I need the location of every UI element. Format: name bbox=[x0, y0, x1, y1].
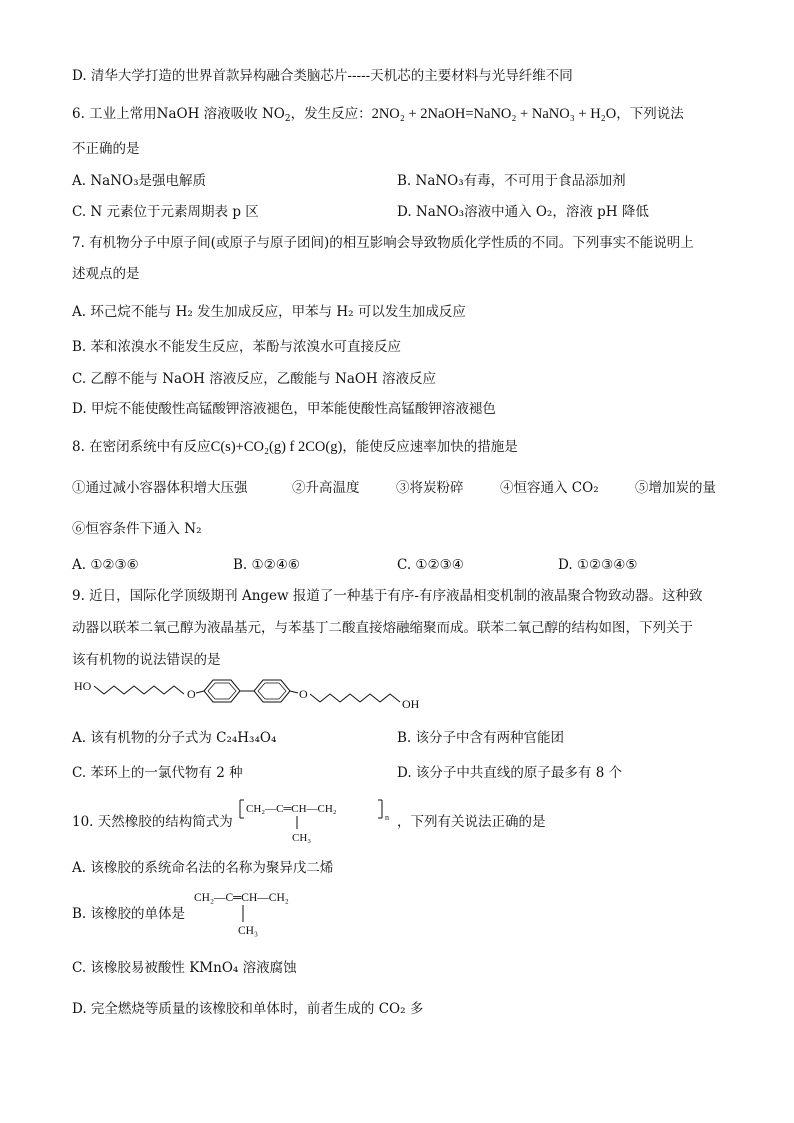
q8-stem bbox=[72, 437, 734, 457]
q8-option-a: A. ①②③⑥ bbox=[72, 557, 139, 573]
q9-option-b: B. 该分子中含有两种官能团 bbox=[397, 730, 565, 746]
q8-option-c: C. ①②③④ bbox=[397, 557, 464, 573]
q7-option-b: B. 苯和浓溴水不能发生反应，苯酚与浓溴水可直接反应 bbox=[72, 339, 402, 355]
q6-option-a: A. NaNO₃是强电解质 bbox=[72, 173, 206, 189]
q8-measure-5: ⑤增加炭的量 bbox=[635, 480, 716, 496]
q6-stem-sub: 2 bbox=[284, 114, 291, 124]
q10-monomer-branch: CH₃ bbox=[238, 925, 258, 937]
q8-stem-post: ，能使反应速率加快的措施是 bbox=[342, 439, 518, 455]
q8-measure-6: ⑥恒容条件下通入 N₂ bbox=[72, 521, 202, 537]
q8-option-d: D. ①②③④⑤ bbox=[558, 557, 638, 573]
q6-stem bbox=[72, 104, 734, 129]
q10-polymer-structure bbox=[236, 796, 398, 844]
q8-measure-3: ③将炭粉碎 bbox=[396, 480, 464, 496]
q7-option-d: D. 甲烷不能使酸性高锰酸钾溶液褪色，甲苯能使酸性高锰酸钾溶液褪色 bbox=[72, 401, 496, 417]
q6-stem-pre: 6. 工业上常用NaOH 溶液吸收 NO bbox=[72, 106, 285, 122]
q10-polymer-main: CH₂—C═CH—CH₂ bbox=[246, 803, 337, 815]
q9-struct-right: OH bbox=[402, 697, 420, 711]
q5-option-d: D. 清华大学打造的世界首款异构融合类脑芯片-----天机芯的主要材料与光导纤维不同 bbox=[72, 68, 573, 84]
q7-stem-line2: 述观点的是 bbox=[72, 266, 140, 282]
q10-option-d: D. 完全燃烧等质量的该橡胶和单体时，前者生成的 CO₂ 多 bbox=[72, 1001, 424, 1017]
q9-option-a: A. 该有机物的分子式为 C₂₄H₃₄O₄ bbox=[72, 730, 277, 746]
q10-polymer-n: n bbox=[385, 813, 389, 822]
q8-stem-pre: 8. 在密闭系统中有反应 bbox=[72, 439, 211, 455]
q9-structure-diagram bbox=[72, 670, 432, 716]
q8-option-b: B. ①②④⑥ bbox=[233, 557, 300, 573]
q6-option-d: D. NaNO₃溶液中通入 O₂，溶液 pH 降低 bbox=[397, 204, 649, 220]
q8-measure-1: ①通过减小容器体积增大压强 bbox=[72, 480, 248, 496]
q10-option-a: A. 该橡胶的系统命名法的名称为聚异戊二烯 bbox=[72, 860, 334, 876]
q9-struct-o2: O bbox=[299, 687, 308, 701]
q9-struct-o1: O bbox=[187, 687, 196, 701]
q7-option-a: A. 环己烷不能与 H₂ 发生加成反应，甲苯与 H₂ 可以发生加成反应 bbox=[72, 304, 466, 320]
q9-stem-line3: 该有机物的说法错误的是 bbox=[72, 652, 221, 668]
q6-option-c: C. N 元素位于元素周期表 p 区 bbox=[72, 204, 259, 220]
q9-benzene-ring-2-inner bbox=[258, 683, 286, 699]
q6-option-b: B. NaNO₃有毒，不可用于食品添加剂 bbox=[397, 173, 626, 189]
q6-equation: 2NO₂ + 2NaOH=NaNO₂ + NaNO₃ + H₂O bbox=[371, 106, 617, 122]
q9-stem-line2: 动器以联苯二氧己醇为液晶基元，与苯基丁二酸直接熔融缩聚而成。联苯二氧己醇的结构如图，下列关于 bbox=[72, 620, 693, 636]
q8-measure-2: ②升高温度 bbox=[292, 480, 360, 496]
q7-stem-line1: 7. 有机物分子中原子间(或原子与原子团间)的相互影响会导致物质化学性质的不同。下列事实不能说明上 bbox=[72, 235, 694, 251]
q9-struct-left: HO bbox=[74, 679, 92, 693]
q9-stem-line1: 9. 近日，国际化学顶级期刊 Angew 报道了一种基于有序-有序液晶相变机制的液晶聚合物致动器。这种致 bbox=[72, 588, 703, 604]
q8-equation: C(s)+CO₂(g) f 2CO(g) bbox=[210, 439, 343, 455]
q9-option-d: D. 该分子中共直线的原子最多有 8 个 bbox=[397, 765, 623, 781]
q6-stem-line2: 不正确的是 bbox=[72, 141, 140, 157]
q9-option-c: C. 苯环上的一氯代物有 2 种 bbox=[72, 765, 243, 781]
q10-stem-post: ，下列有关说法正确的是 bbox=[397, 814, 546, 830]
q10-option-b-pre: B. 该橡胶的单体是 bbox=[72, 906, 186, 922]
q10-stem-pre: 10. 天然橡胶的结构简式为 bbox=[72, 814, 233, 830]
q6-stem-post: ，下列说法 bbox=[616, 106, 684, 122]
q9-bond-o2 bbox=[290, 691, 298, 693]
q9-bond-o1 bbox=[196, 691, 204, 693]
q10-monomer-main: CH₂—C═CH—CH₂ bbox=[194, 892, 289, 904]
q9-chain-right bbox=[310, 694, 400, 702]
q10-polymer-branch: CH₃ bbox=[292, 832, 312, 844]
q10-option-c: C. 该橡胶易被酸性 KMnO₄ 溶液腐蚀 bbox=[72, 960, 297, 976]
q9-benzene-ring-1-inner bbox=[208, 683, 236, 699]
q9-chain-left bbox=[94, 686, 184, 694]
q8-measure-4: ④恒容通入 CO₂ bbox=[500, 480, 599, 496]
q6-stem-mid: ，发生反应： bbox=[290, 106, 372, 122]
q7-option-c: C. 乙醇不能与 NaOH 溶液反应，乙酸能与 NaOH 溶液反应 bbox=[72, 371, 436, 387]
q10-monomer-structure bbox=[192, 886, 342, 938]
